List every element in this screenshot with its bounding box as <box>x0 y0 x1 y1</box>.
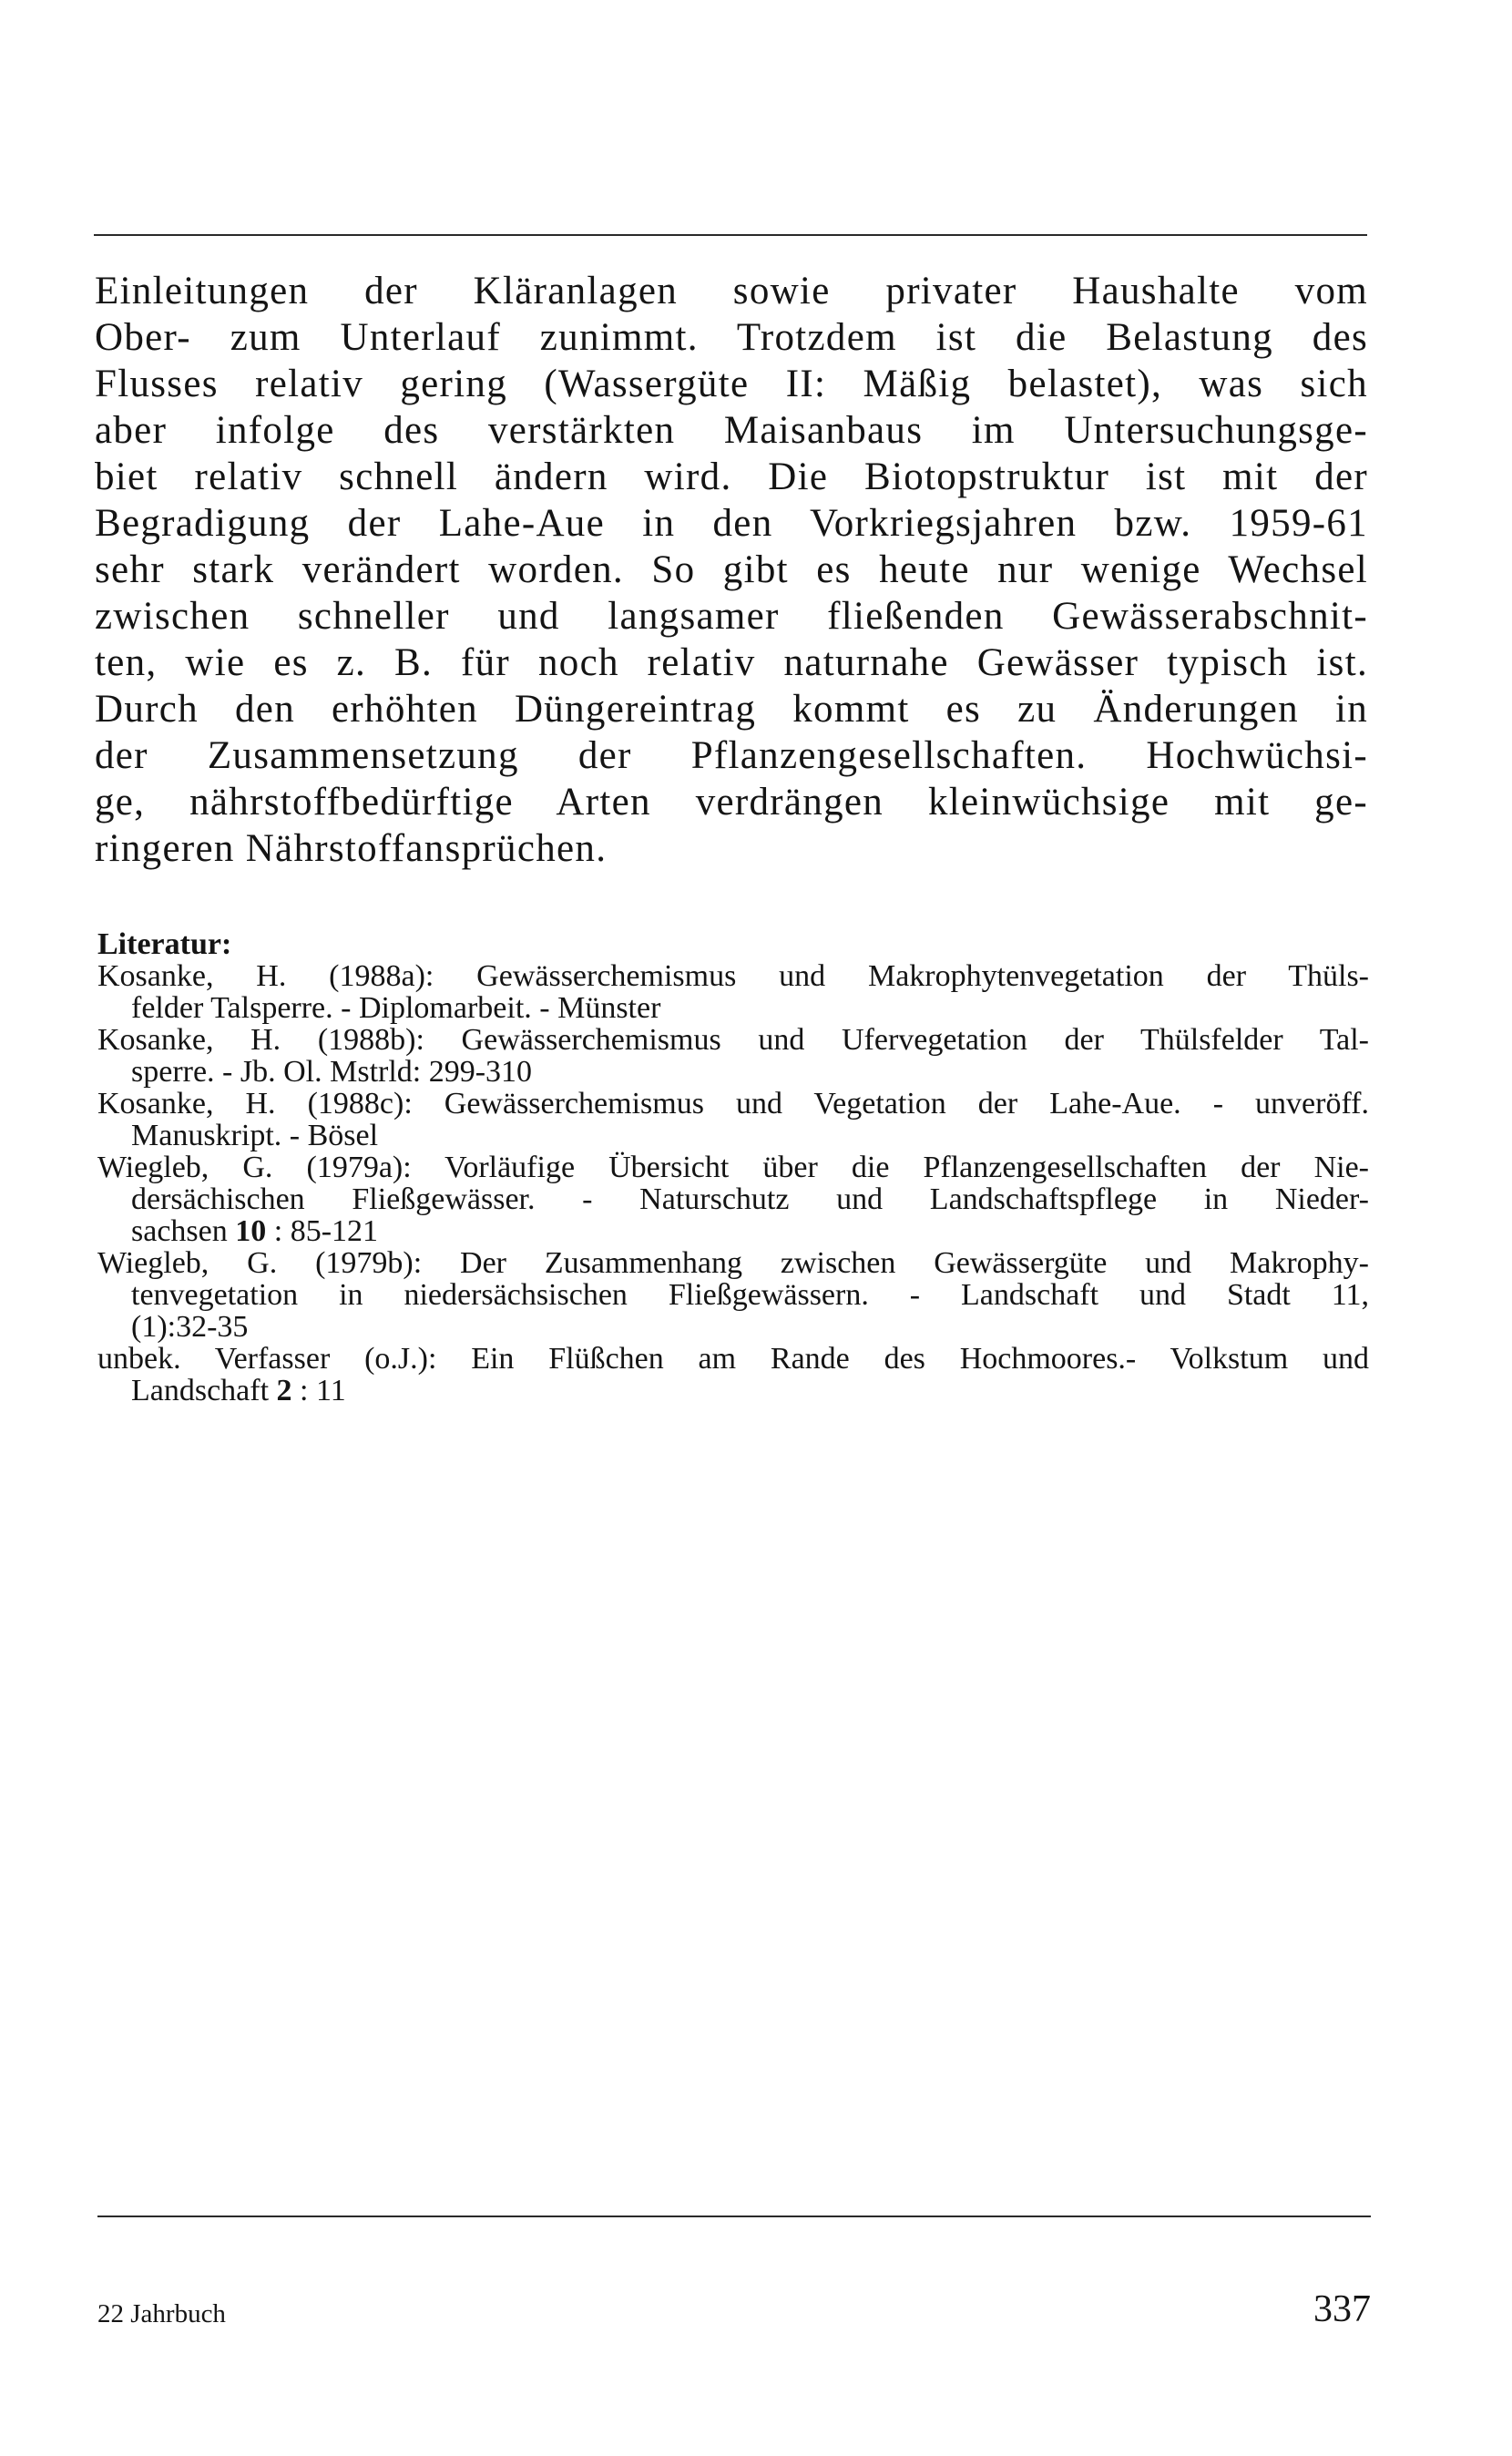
paragraph-line: ringeren Nährstoffansprüchen. <box>95 827 608 870</box>
volume-number: 2 <box>276 1374 292 1407</box>
reference-line <box>97 1215 1369 1247</box>
reference-item <box>97 1024 1369 1088</box>
paragraph-line: sehr stark verändert worden. So gibt es heute nur wenige Wechsel <box>95 548 1368 591</box>
reference-text: : 11 <box>291 1374 346 1407</box>
paragraph-line: aber infolge des verstärkten Maisanbaus im Untersuchungsge- <box>95 409 1368 452</box>
reference-line <box>97 1375 1369 1407</box>
reference-item <box>97 1088 1369 1151</box>
reference-line: Wiegleb, G. (1979b): Der Zusammenhang zwischen Gewässergüte und Makrophy- <box>97 1246 1369 1280</box>
reference-text: sachsen <box>131 1214 236 1248</box>
paragraph-line: ten, wie es z. B. für noch relativ naturnahe Gewässer typisch ist. <box>95 641 1368 684</box>
reference-line: Manuskript. - Bösel <box>131 1119 379 1152</box>
volume-number: 10 <box>235 1214 267 1248</box>
reference-line: unbek. Verfasser (o.J.): Ein Flüßchen am Rande des Hochmoores.- Volkstum und <box>97 1342 1369 1376</box>
reference-line: Kosanke, H. (1988b): Gewässerchemismus und Ufervegetation der Thülsfelder Tal- <box>97 1023 1369 1057</box>
reference-item <box>97 960 1369 1024</box>
page-number: 337 <box>1313 2288 1371 2330</box>
reference-item <box>97 1151 1369 1247</box>
reference-line: (1):32-35 <box>131 1310 249 1344</box>
paragraph-line: Durch den erhöhten Düngereintrag kommt es zu Änderungen in <box>95 688 1368 731</box>
reference-line: dersächischen Fließgewässer. - Naturschutz und Landschaftspflege in Nieder- <box>131 1182 1369 1216</box>
reference-line: Kosanke, H. (1988a): Gewässerchemismus und Makrophytenvegetation der Thüls- <box>97 959 1369 993</box>
running-footer: 22 Jahrbuch <box>97 2299 226 2328</box>
body-paragraph <box>95 268 1368 872</box>
paragraph-line: Einleitungen der Kläranlagen sowie privater Haushalte vom <box>95 270 1368 312</box>
reference-line: felder Talsperre. - Diplomarbeit. - Münster <box>131 991 661 1025</box>
paragraph-line: zwischen schneller und langsamer fließenden Gewässerabschnit- <box>95 595 1368 638</box>
paragraph-line: Ober- zum Unterlauf zunimmt. Trotzdem ist die Belastung des <box>95 316 1368 359</box>
reference-line: sperre. - Jb. Ol. Mstrld: 299-310 <box>131 1055 533 1089</box>
reference-item <box>97 1343 1369 1407</box>
top-divider <box>94 234 1367 236</box>
bottom-divider <box>97 2216 1371 2217</box>
reference-text: Landschaft <box>131 1374 277 1407</box>
reference-line: Wiegleb, G. (1979a): Vorläufige Übersicht über die Pflanzengesellschaften der Nie- <box>97 1151 1369 1184</box>
reference-text: : 85-121 <box>266 1214 379 1248</box>
paragraph-line: ge, nährstoffbedürftige Arten verdrängen kleinwüchsige mit ge- <box>95 781 1368 824</box>
paragraph-line: Begradigung der Lahe-Aue in den Vorkriegsjahren bzw. 1959-61 <box>95 502 1368 545</box>
paragraph-line: Flusses relativ gering (Wassergüte II: Mäßig belastet), was sich <box>95 363 1368 405</box>
literature-heading: Literatur: <box>97 927 232 961</box>
paragraph-line: biet relativ schnell ändern wird. Die Biotopstruktur ist mit der <box>95 455 1368 498</box>
reference-item <box>97 1247 1369 1343</box>
reference-line: tenvegetation in niedersächsischen Fließgewässern. - Landschaft und Stadt 11, <box>131 1278 1369 1312</box>
literature-section <box>97 928 1369 1407</box>
reference-line: Kosanke, H. (1988c): Gewässerchemismus und Vegetation der Lahe-Aue. - unveröff. <box>97 1087 1369 1121</box>
paragraph-line: der Zusammensetzung der Pflanzengesellschaften. Hochwüchsi- <box>95 734 1368 777</box>
